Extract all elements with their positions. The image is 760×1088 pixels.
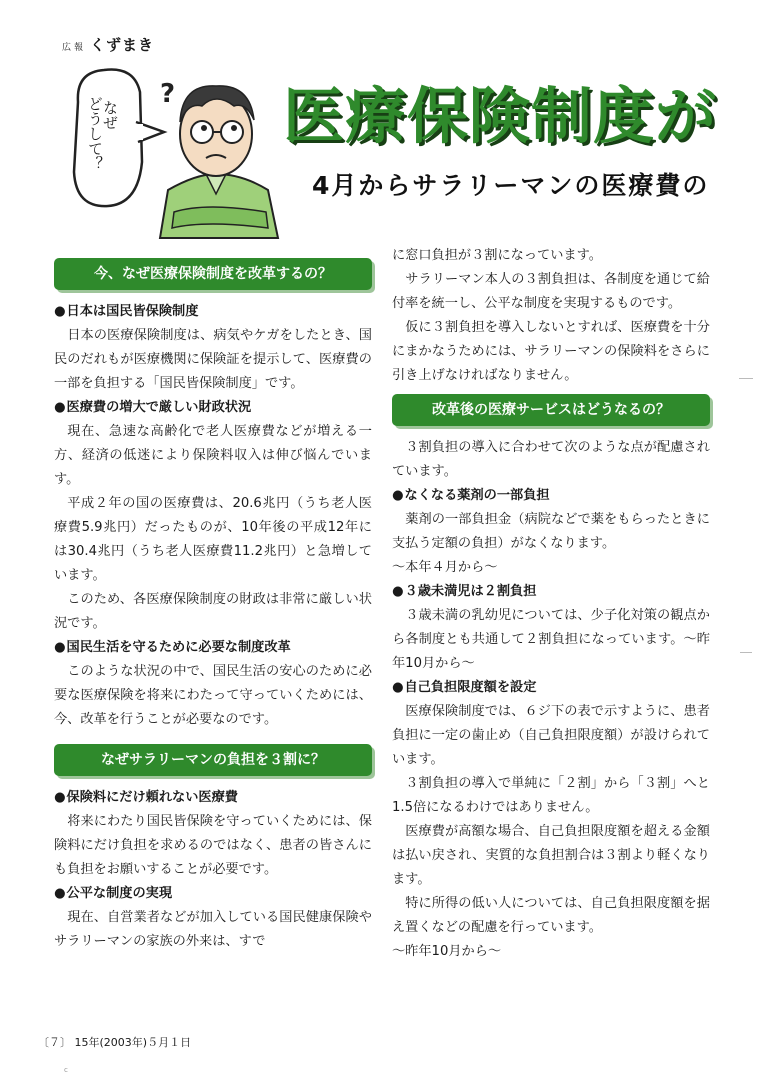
paragraph: 薬剤の一部負担金（病院などで薬をもらったときに支払う定額の負担）がなくなります。 [392, 512, 710, 551]
paragraph: 日本の医療保険制度は、病気やケガをしたとき、国民のだれもが医療機関に保険証を提示して、医療費の一部を負担する「国民皆保険制度」です。 [54, 328, 372, 391]
page-footer [38, 1034, 191, 1050]
speech-bubble-text-2: どうして？ [86, 96, 104, 171]
scan-mark [739, 378, 753, 379]
paragraph: ３歳未満の乳幼児については、少子化対策の観点から各制度とも共通して２割負担になっています。～昨年10月から～ [392, 608, 710, 671]
paragraph: 特に所得の低い人については、自己負担限度額を据え置くなどの配慮を行っています。 [392, 896, 710, 935]
question-mark-icon: ? [160, 79, 176, 109]
left-column [54, 250, 372, 954]
right-column [392, 244, 710, 964]
masthead [62, 34, 154, 55]
paragraph: ～本年４月から～ [392, 560, 498, 575]
masthead-town: くずまき [90, 36, 155, 54]
paragraph: このような状況の中で、国民生活の安心のために必要な医療保険を将来にわたって守っていくためには、今、改革を行うことが必要なのです。 [54, 664, 372, 727]
subheading: ● なくなる薬剤の一部負担 [392, 484, 710, 508]
scan-mark [740, 652, 752, 653]
paragraph: に窓口負担が３割になっています。 [392, 248, 602, 263]
paragraph: 医療保険制度では、６ジ下の表で示すように、患者負担に一定の歯止め（自己負担限度額）が設けられています。 [392, 704, 710, 767]
issue-date: 15年(2003年)５月１日 [74, 1036, 192, 1049]
section-title-why-30-percent: なぜサラリーマンの負担を３割に？ [54, 744, 372, 776]
paragraph: ３割負担の導入に合わせて次のような点が配慮されています。 [392, 440, 710, 479]
section-title-why-reform: 今、なぜ医療保険制度を改革するの？ [54, 258, 372, 290]
subheading: ● ３歳未満児は２割負担 [392, 580, 710, 604]
masthead-kouhou: 広報 [62, 43, 87, 53]
paragraph: 平成２年の国の医療費は、20.6兆円（うち老人医療費5.9兆円）だったものが、10年後の平成12年には30.4兆円（うち老人医療費11.2兆円）と急増しています。 [54, 496, 372, 583]
paragraph: 医療費が高額な場合、自己負担限度額を超える金額は払い戻され、実質的な負担割合は３割より軽くなります。 [392, 824, 710, 887]
paragraph: 仮に３割負担を導入しないとすれば、医療費を十分にまかなうためには、サラリーマンの保険料をさらに引き上げなければなりません。 [392, 320, 710, 383]
paragraph: 現在、急速な高齢化で老人医療費などが増える一方、経済の低迷により保険料収入は伸び悩んでいます。 [54, 424, 372, 487]
paragraph: サラリーマン本人の３割負担は、各制度を通じて給付率を統一し、公平な制度を実現するものです。 [392, 272, 710, 311]
subheading: ● 日本は国民皆保険制度 [54, 300, 372, 324]
paragraph: 将来にわたり国民皆保険を守っていくためには、保険料にだけ負担を求めるのではなく、患者の皆さんにも負担をお願いすることが必要です。 [54, 814, 372, 877]
subheading: ● 公平な制度の実現 [54, 882, 372, 906]
subheading: ● 自己負担限度額を設定 [392, 676, 710, 700]
paragraph: このため、各医療保険制度の財政は非常に厳しい状況です。 [54, 592, 372, 631]
subheading: ● 国民生活を守るために必要な制度改革 [54, 636, 372, 660]
paragraph: 現在、自営業者などが加入している国民健康保険やサラリーマンの家族の外来は、すで [54, 910, 372, 949]
speech-bubble-text-1: なぜ [101, 100, 119, 130]
footer-mark: c [64, 1066, 68, 1074]
section-title-after-reform: 改革後の医療サービスはどうなるの？ [392, 394, 710, 426]
paragraph: ～昨年10月から～ [392, 944, 502, 959]
page-subtitle: 4月からサラリーマンの医療費の [312, 171, 710, 200]
page-title: 医療保険制度が [283, 81, 718, 152]
subheading: ● 保険料にだけ頼れない医療費 [54, 786, 372, 810]
page-number: 〔７〕 [38, 1036, 71, 1049]
subheading: ● 医療費の増大で厳しい財政状況 [54, 396, 372, 420]
paragraph: ３割負担の導入で単純に「２割」から「３割」へと1.5倍になるわけではありません。 [392, 776, 710, 815]
